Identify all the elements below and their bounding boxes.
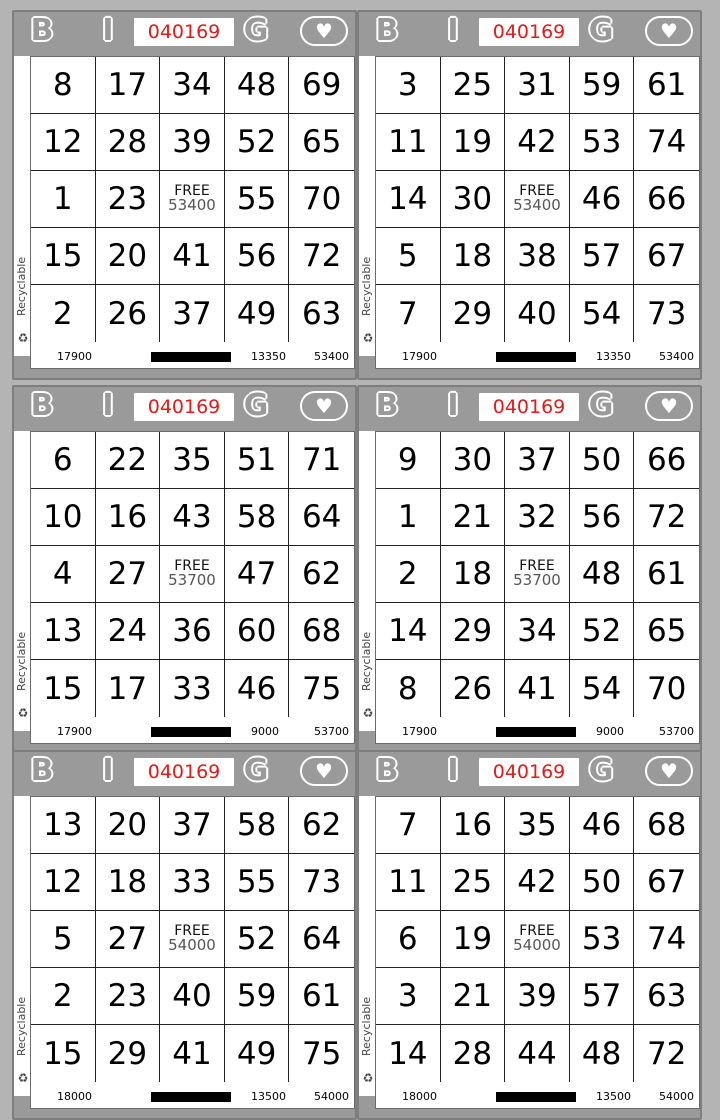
number-cell: 54 — [570, 285, 635, 342]
number-cell: 61 — [634, 546, 699, 603]
footer-middle-number: 13350 — [596, 350, 631, 363]
footer-left-number: 17900 — [57, 725, 92, 738]
number-cell: 10 — [31, 489, 96, 546]
number-cell: 53 — [570, 114, 635, 171]
number-cell: 46 — [225, 660, 290, 717]
number-cell: 57 — [570, 968, 635, 1025]
number-cell: 59 — [225, 968, 290, 1025]
footer-middle-number: 9000 — [251, 725, 279, 738]
card-footer — [376, 342, 699, 370]
number-cell: 23 — [96, 171, 161, 228]
footer-bar — [151, 727, 231, 737]
number-cell: 15 — [31, 228, 96, 285]
number-cell: 25 — [441, 854, 506, 911]
number-cell: 72 — [646, 1035, 687, 1072]
free-code: 53700 — [513, 571, 561, 590]
number-cell: 63 — [634, 968, 699, 1025]
footer-left-number: 17900 — [57, 350, 92, 363]
number-cell: 62 — [289, 546, 354, 603]
number-cell: 68 — [289, 603, 354, 660]
number-cell: 73 — [289, 854, 354, 911]
footer-middle-number: 9000 — [596, 725, 624, 738]
number-cell: 2 — [31, 968, 96, 1025]
serial-number: 040169 — [479, 758, 579, 786]
number-cell: 50 — [570, 432, 635, 489]
bingo-letter-b: B — [375, 753, 399, 788]
card-face — [375, 796, 700, 1109]
bingo-letter-g: G — [588, 753, 614, 788]
number-cell: 42 — [505, 114, 570, 171]
card-header — [14, 12, 355, 50]
number-cell: 58 — [225, 489, 290, 546]
recyclable-label: Recyclable — [360, 631, 373, 691]
number-cell: 12 — [31, 854, 96, 911]
number-cell: 15 — [31, 660, 96, 717]
number-cell: 34 — [160, 57, 225, 114]
recycle-icon: ♻ — [17, 331, 29, 345]
number-cell: 33 — [160, 660, 225, 717]
bingo-card — [357, 10, 702, 380]
number-cell: 52 — [570, 603, 635, 660]
free-word: FREE — [174, 182, 210, 199]
bingo-letter-i: I — [447, 388, 459, 423]
number-cell: 73 — [646, 295, 687, 332]
bingo-letter-g: G — [588, 13, 614, 48]
number-cell: 12 — [31, 114, 96, 171]
card-face — [30, 56, 355, 369]
number-cell: 42 — [505, 854, 570, 911]
number-cell: 70 — [646, 670, 687, 707]
card-header — [359, 752, 700, 790]
footer-bar — [151, 352, 231, 362]
number-cell: 26 — [441, 660, 506, 717]
number-cell: 53 — [570, 911, 635, 968]
number-grid — [31, 432, 354, 717]
bingo-card — [12, 750, 357, 1120]
footer-middle-number: 13500 — [251, 1090, 286, 1103]
number-cell: 27 — [96, 911, 161, 968]
number-cell: 22 — [96, 432, 161, 489]
bingo-letter-g: G — [243, 388, 269, 423]
number-cell: 6 — [31, 432, 96, 489]
free-code: 54000 — [168, 936, 216, 955]
number-cell: 59 — [570, 57, 635, 114]
footer-bar — [151, 1092, 231, 1102]
number-cell: 7 — [376, 797, 441, 854]
number-cell: 54 — [570, 660, 635, 717]
number-cell: 1 — [376, 489, 441, 546]
number-cell: 19 — [441, 911, 506, 968]
number-grid — [31, 57, 354, 342]
number-cell: 57 — [570, 228, 635, 285]
number-cell: 35 — [160, 432, 225, 489]
bingo-card — [12, 385, 357, 755]
number-cell: 20 — [96, 797, 161, 854]
number-cell: 75 — [301, 670, 342, 707]
number-cell: 67 — [634, 854, 699, 911]
number-cell: 13 — [31, 603, 96, 660]
number-cell: 28 — [441, 1025, 506, 1082]
number-cell: 32 — [505, 489, 570, 546]
footer-middle-number: 13500 — [596, 1090, 631, 1103]
number-cell: 61 — [289, 968, 354, 1025]
number-cell: 11 — [376, 114, 441, 171]
recycle-icon: ♻ — [362, 1071, 374, 1085]
number-cell: 14 — [376, 171, 441, 228]
card-face — [375, 431, 700, 744]
bingo-letter-i: I — [102, 388, 114, 423]
number-cell: 7 — [376, 285, 441, 342]
footer-bar — [496, 1092, 576, 1102]
number-cell: 55 — [225, 854, 290, 911]
footer-right-number: 53700 — [659, 725, 694, 738]
number-cell: 64 — [289, 489, 354, 546]
number-cell: 56 — [570, 489, 635, 546]
free-space — [505, 546, 570, 603]
card-footer — [376, 1082, 699, 1110]
number-cell: 13 — [31, 797, 96, 854]
heart-icon: ♥ — [645, 16, 693, 46]
free-code: 53400 — [168, 196, 216, 215]
number-cell: 56 — [225, 228, 290, 285]
footer-left-number: 17900 — [402, 725, 437, 738]
bingo-letter-b: B — [375, 13, 399, 48]
number-cell: 49 — [225, 285, 290, 342]
card-footer — [31, 717, 354, 745]
number-cell: 51 — [225, 432, 290, 489]
heart-icon: ♥ — [645, 756, 693, 786]
number-grid — [376, 797, 699, 1082]
card-header — [359, 387, 700, 425]
number-cell: 8 — [376, 660, 441, 717]
free-space — [505, 171, 570, 228]
number-cell: 30 — [441, 432, 506, 489]
number-cell: 71 — [289, 432, 354, 489]
free-code: 54000 — [513, 936, 561, 955]
number-cell: 6 — [376, 911, 441, 968]
number-cell: 29 — [441, 285, 506, 342]
number-cell: 3 — [376, 968, 441, 1025]
number-cell: 34 — [505, 603, 570, 660]
number-cell: 5 — [31, 911, 96, 968]
heart-icon: ♥ — [300, 391, 348, 421]
bingo-letter-i: I — [447, 753, 459, 788]
number-cell: 3 — [376, 57, 441, 114]
number-cell: 74 — [634, 911, 699, 968]
number-cell: 46 — [570, 797, 635, 854]
number-cell: 48 — [225, 57, 290, 114]
number-cell: 27 — [96, 546, 161, 603]
footer-left-number: 18000 — [402, 1090, 437, 1103]
number-cell: 11 — [376, 854, 441, 911]
number-cell: 46 — [570, 171, 635, 228]
number-cell: 18 — [441, 546, 506, 603]
number-cell: 47 — [225, 546, 290, 603]
number-cell: 49 — [225, 1025, 290, 1082]
number-cell: 14 — [376, 1025, 441, 1082]
footer-right-number: 53700 — [314, 725, 349, 738]
serial-number: 040169 — [134, 393, 234, 421]
number-cell: 14 — [376, 603, 441, 660]
footer-left-number: 17900 — [402, 350, 437, 363]
recycle-icon: ♻ — [362, 331, 374, 345]
number-cell: 58 — [225, 797, 290, 854]
number-cell: 18 — [96, 854, 161, 911]
serial-number: 040169 — [479, 393, 579, 421]
number-cell: 37 — [160, 285, 225, 342]
free-code: 53700 — [168, 571, 216, 590]
bingo-letter-i: I — [102, 13, 114, 48]
bingo-card — [357, 385, 702, 755]
free-code: 53400 — [513, 196, 561, 215]
number-cell: 35 — [505, 797, 570, 854]
number-cell: 43 — [160, 489, 225, 546]
number-cell: 33 — [160, 854, 225, 911]
bingo-letter-b: B — [375, 388, 399, 423]
number-cell: 72 — [634, 489, 699, 546]
number-cell: 26 — [96, 285, 161, 342]
bingo-letter-g: G — [243, 13, 269, 48]
card-face — [30, 431, 355, 744]
recycle-icon: ♻ — [17, 706, 29, 720]
bingo-letter-b: B — [30, 753, 54, 788]
number-cell: 37 — [160, 797, 225, 854]
number-cell: 75 — [301, 1035, 342, 1072]
number-cell: 40 — [505, 285, 570, 342]
recyclable-label: Recyclable — [15, 631, 28, 691]
number-cell: 62 — [289, 797, 354, 854]
bingo-card — [12, 10, 357, 380]
number-cell: 38 — [505, 228, 570, 285]
number-cell: 41 — [160, 1025, 225, 1082]
number-cell: 21 — [441, 489, 506, 546]
free-word: FREE — [519, 557, 555, 574]
number-grid — [31, 797, 354, 1082]
heart-icon: ♥ — [645, 391, 693, 421]
serial-number: 040169 — [134, 18, 234, 46]
number-cell: 41 — [160, 228, 225, 285]
number-cell: 17 — [96, 57, 161, 114]
card-header — [14, 387, 355, 425]
number-cell: 29 — [441, 603, 506, 660]
recyclable-label: Recyclable — [360, 256, 373, 316]
free-word: FREE — [519, 922, 555, 939]
number-grid — [376, 432, 699, 717]
card-face — [375, 56, 700, 369]
free-word: FREE — [174, 557, 210, 574]
bingo-letter-g: G — [243, 753, 269, 788]
bingo-letter-i: I — [102, 753, 114, 788]
number-cell: 67 — [634, 228, 699, 285]
number-cell: 1 — [31, 171, 96, 228]
number-cell: 23 — [96, 968, 161, 1025]
heart-icon: ♥ — [300, 16, 348, 46]
number-cell: 61 — [634, 57, 699, 114]
footer-right-number: 53400 — [314, 350, 349, 363]
footer-right-number: 54000 — [314, 1090, 349, 1103]
bingo-card — [357, 750, 702, 1120]
number-cell: 28 — [96, 114, 161, 171]
number-cell: 19 — [441, 114, 506, 171]
number-cell: 48 — [570, 546, 635, 603]
number-cell: 17 — [96, 660, 161, 717]
free-space — [505, 911, 570, 968]
number-cell: 16 — [441, 797, 506, 854]
number-cell: 36 — [160, 603, 225, 660]
number-grid — [376, 57, 699, 342]
recycle-icon: ♻ — [362, 706, 374, 720]
number-cell: 74 — [634, 114, 699, 171]
heart-icon: ♥ — [300, 756, 348, 786]
number-cell: 52 — [225, 911, 290, 968]
number-cell: 41 — [505, 660, 570, 717]
number-cell: 63 — [301, 295, 342, 332]
number-cell: 68 — [634, 797, 699, 854]
footer-bar — [496, 352, 576, 362]
number-cell: 64 — [289, 911, 354, 968]
number-cell: 8 — [31, 57, 96, 114]
number-cell: 20 — [96, 228, 161, 285]
number-cell: 48 — [570, 1025, 635, 1082]
number-cell: 2 — [31, 285, 96, 342]
number-cell: 39 — [160, 114, 225, 171]
footer-middle-number: 13350 — [251, 350, 286, 363]
card-footer — [376, 717, 699, 745]
number-cell: 39 — [505, 968, 570, 1025]
number-cell: 65 — [634, 603, 699, 660]
number-cell: 65 — [289, 114, 354, 171]
number-cell: 21 — [441, 968, 506, 1025]
bingo-letter-b: B — [30, 388, 54, 423]
number-cell: 9 — [376, 432, 441, 489]
number-cell: 60 — [225, 603, 290, 660]
card-face — [30, 796, 355, 1109]
serial-number: 040169 — [479, 18, 579, 46]
number-cell: 55 — [225, 171, 290, 228]
free-word: FREE — [519, 182, 555, 199]
footer-bar — [496, 727, 576, 737]
bingo-letter-b: B — [30, 13, 54, 48]
number-cell: 69 — [289, 57, 354, 114]
recyclable-label: Recyclable — [15, 996, 28, 1056]
footer-left-number: 18000 — [57, 1090, 92, 1103]
number-cell: 16 — [96, 489, 161, 546]
recycle-icon: ♻ — [17, 1071, 29, 1085]
number-cell: 30 — [441, 171, 506, 228]
number-cell: 31 — [505, 57, 570, 114]
number-cell: 66 — [634, 171, 699, 228]
number-cell: 5 — [376, 228, 441, 285]
number-cell: 37 — [505, 432, 570, 489]
number-cell: 40 — [160, 968, 225, 1025]
number-cell: 2 — [376, 546, 441, 603]
number-cell: 25 — [441, 57, 506, 114]
number-cell: 4 — [31, 546, 96, 603]
bingo-letter-g: G — [588, 388, 614, 423]
footer-right-number: 53400 — [659, 350, 694, 363]
number-cell: 50 — [570, 854, 635, 911]
number-cell: 18 — [441, 228, 506, 285]
free-space — [160, 171, 225, 228]
number-cell: 66 — [634, 432, 699, 489]
number-cell: 72 — [289, 228, 354, 285]
serial-number: 040169 — [134, 758, 234, 786]
bingo-letter-i: I — [447, 13, 459, 48]
recyclable-label: Recyclable — [360, 996, 373, 1056]
card-footer — [31, 1082, 354, 1110]
recyclable-label: Recyclable — [15, 256, 28, 316]
number-cell: 15 — [31, 1025, 96, 1082]
number-cell: 29 — [96, 1025, 161, 1082]
free-space — [160, 546, 225, 603]
number-cell: 44 — [505, 1025, 570, 1082]
card-header — [359, 12, 700, 50]
number-cell: 52 — [225, 114, 290, 171]
number-cell: 24 — [96, 603, 161, 660]
footer-right-number: 54000 — [659, 1090, 694, 1103]
card-footer — [31, 342, 354, 370]
free-space — [160, 911, 225, 968]
number-cell: 70 — [289, 171, 354, 228]
card-header — [14, 752, 355, 790]
free-word: FREE — [174, 922, 210, 939]
